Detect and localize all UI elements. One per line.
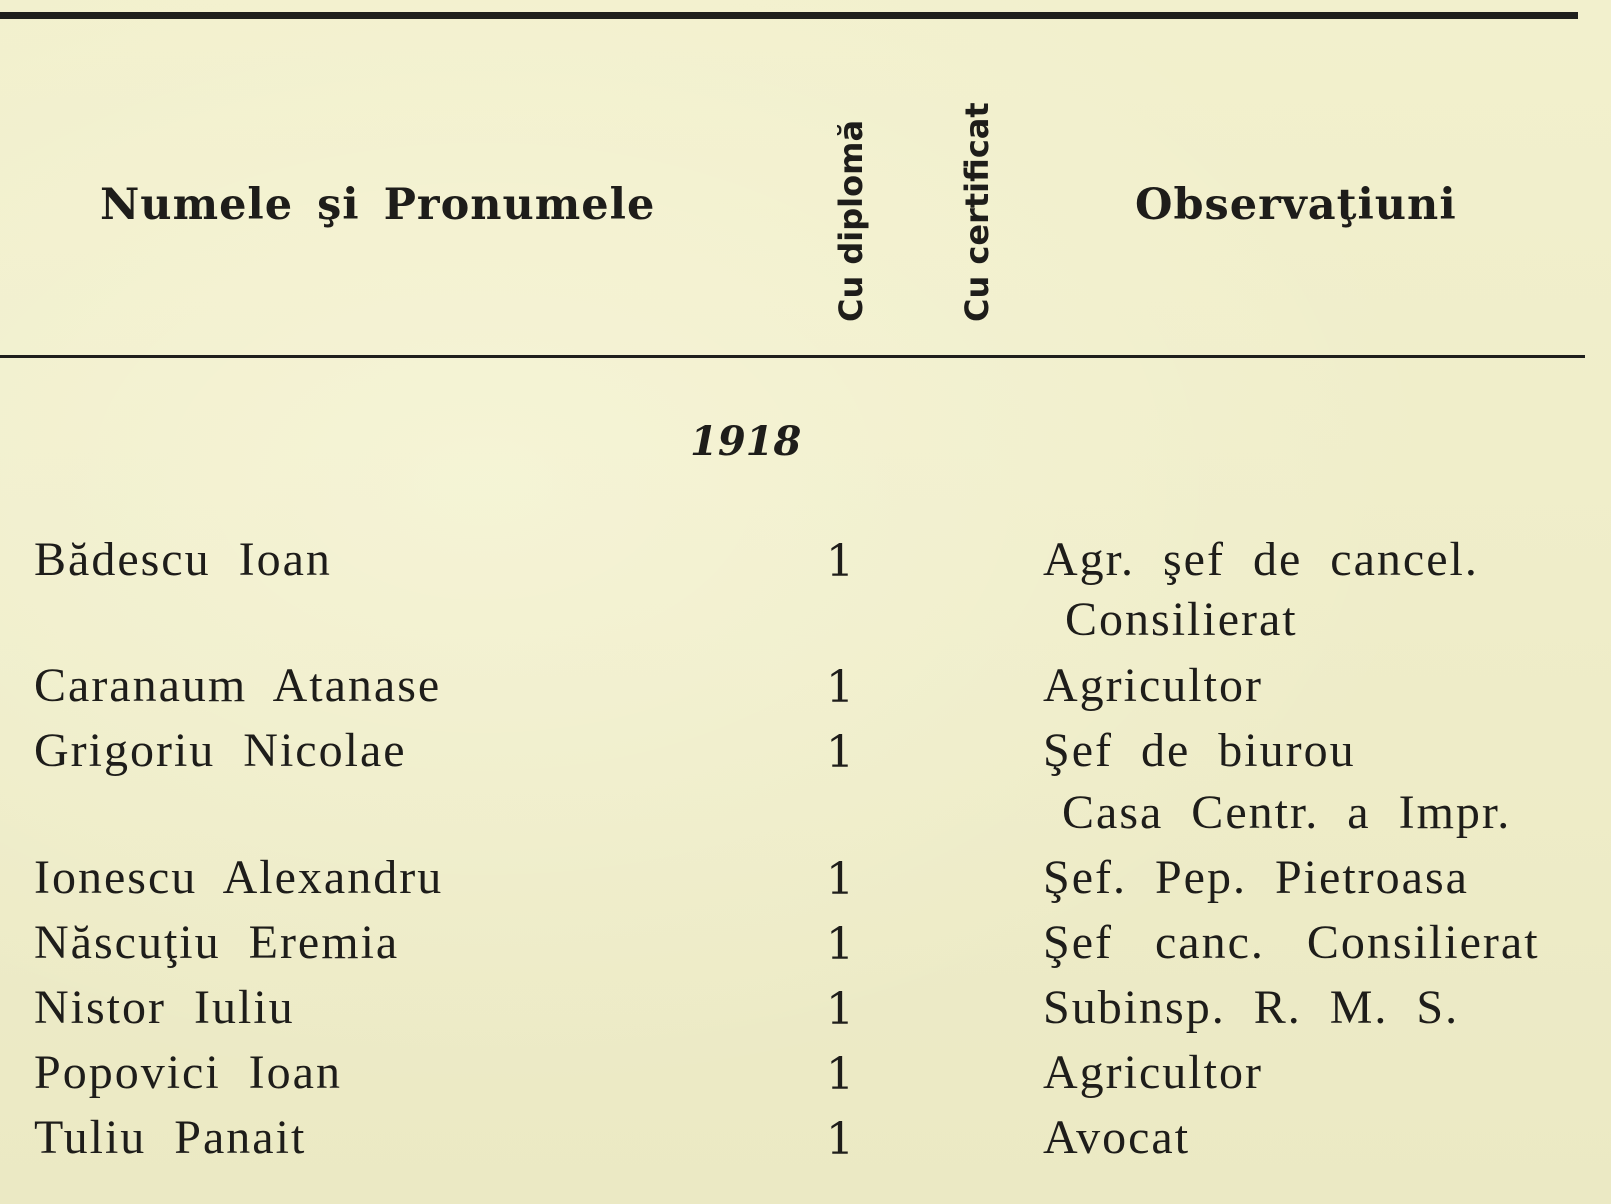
row-diploma-count: 1 — [826, 1049, 856, 1100]
row-observation-continued: Casa Centr. a Impr. — [1062, 786, 1512, 839]
row-diploma-count: 1 — [826, 727, 856, 778]
row-name: Născuţiu Eremia — [34, 916, 400, 969]
row-diploma-count: 1 — [826, 536, 856, 587]
header-certificate-column: Cu certificat — [958, 102, 996, 322]
header-diploma-column: Cu diplomă — [832, 119, 870, 322]
header-observations-column: Observaţiuni — [1135, 180, 1457, 230]
row-name: Bădescu Ioan — [34, 533, 332, 586]
row-observation-continued: Consilierat — [1065, 593, 1298, 646]
row-name: Popovici Ioan — [34, 1046, 342, 1099]
row-observation: Agr. şef de cancel. — [1043, 533, 1479, 586]
row-diploma-count: 1 — [826, 662, 856, 713]
row-name: Grigoriu Nicolae — [34, 724, 407, 777]
row-observation: Agricultor — [1043, 659, 1263, 712]
header-rule — [0, 355, 1585, 358]
row-name: Caranaum Atanase — [34, 659, 442, 712]
row-diploma-count: 1 — [826, 854, 856, 905]
section-year: 1918 — [690, 418, 802, 465]
row-diploma-count: 1 — [826, 984, 856, 1035]
row-observation: Agricultor — [1043, 1046, 1263, 1099]
header-name-column: Numele şi Pronumele — [100, 180, 656, 230]
row-name: Tuliu Panait — [34, 1111, 307, 1164]
row-observation: Şef canc. Consilierat — [1043, 916, 1540, 969]
row-observation: Şef de biurou — [1043, 724, 1356, 777]
row-name: Ionescu Alexandru — [34, 851, 444, 904]
row-name: Nistor Iuliu — [34, 981, 295, 1034]
row-diploma-count: 1 — [826, 919, 856, 970]
row-observation: Avocat — [1043, 1111, 1191, 1164]
row-observation: Şef. Pep. Pietroasa — [1043, 851, 1469, 904]
top-rule — [0, 12, 1578, 19]
row-diploma-count: 1 — [826, 1114, 856, 1165]
row-observation: Subinsp. R. M. S. — [1043, 981, 1460, 1034]
